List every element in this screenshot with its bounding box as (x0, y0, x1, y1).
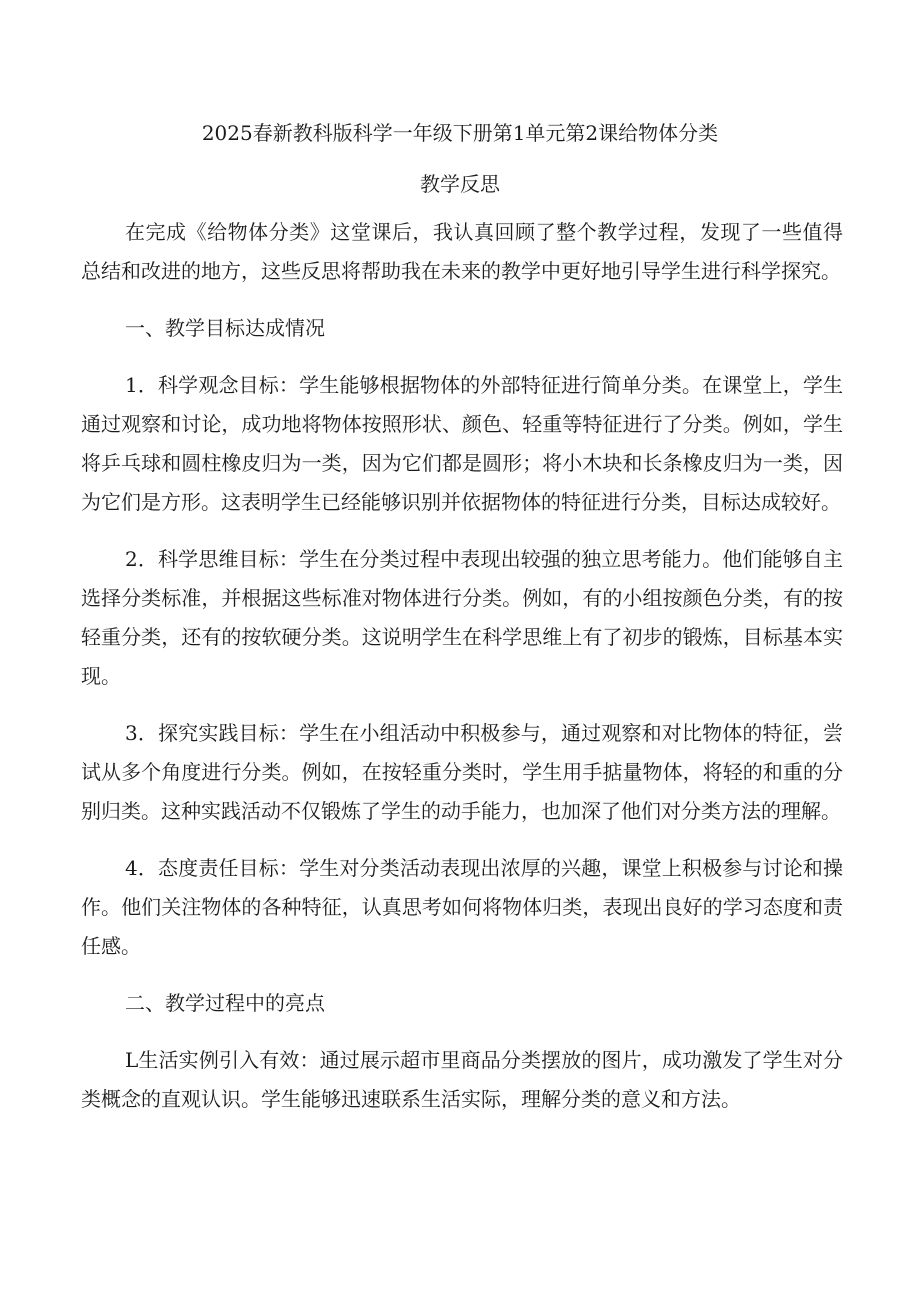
document-body (81, 213, 843, 1137)
goal-item-science-concept: 1．科学观念目标：学生能够根据物体的外部特征进行简单分类。在课堂上，学生通过观察和讨论，成功地将物体按照形状、颜色、轻重等特征进行了分类。例如，学生将乒乓球和圆柱橡皮归为一类，因为它们都是圆形；将小木块和长条橡皮归为一类，因为它们是方形。这表明学生已经能够识别并依据物体的特征进行分类，目标达成较好。 (81, 373, 843, 514)
document-subtitle: 教学反思 (420, 172, 500, 196)
goal-item-science-thinking: 2．科学思维目标：学生在分类过程中表现出较强的独立思考能力。他们能够自主选择分类标准，并根据这些标准对物体进行分类。例如，有的小组按颜色分类，有的按轻重分类，还有的按软硬分类。这说明学生在科学思维上有了初步的锻炼，目标基本实现。 (81, 547, 843, 688)
highlight-item-life-example: L生活实例引入有效：通过展示超市里商品分类摆放的图片，成功激发了学生对分类概念的直观认识。学生能够迅速联系生活实际，理解分类的意义和方法。 (81, 1048, 843, 1111)
section-heading-highlights: 二、教学过程中的亮点 (125, 991, 325, 1015)
intro-paragraph: 在完成《给物体分类》这堂课后，我认真回顾了整个教学过程，发现了一些值得总结和改进的地方，这些反思将帮助我在未来的教学中更好地引导学生进行科学探究。 (81, 220, 843, 283)
document-title: 2025春新教科版科学一年级下册第1单元第2课给物体分类 (201, 121, 719, 145)
goal-item-inquiry-practice: 3．探究实践目标：学生在小组活动中积极参与，通过观察和对比物体的特征，尝试从多个角度进行分类。例如，在按轻重分类时，学生用手掂量物体，将轻的和重的分别归类。这种实践活动不仅锻炼了学生的动手能力，也加深了他们对分类方法的理解。 (81, 721, 843, 823)
section-heading-goals: 一、教学目标达成情况 (125, 316, 325, 340)
goal-item-attitude-responsibility: 4．态度责任目标：学生对分类活动表现出浓厚的兴趣，课堂上积极参与讨论和操作。他们关注物体的各种特征，认真思考如何将物体归类，表现出良好的学习态度和责任感。 (81, 856, 843, 958)
